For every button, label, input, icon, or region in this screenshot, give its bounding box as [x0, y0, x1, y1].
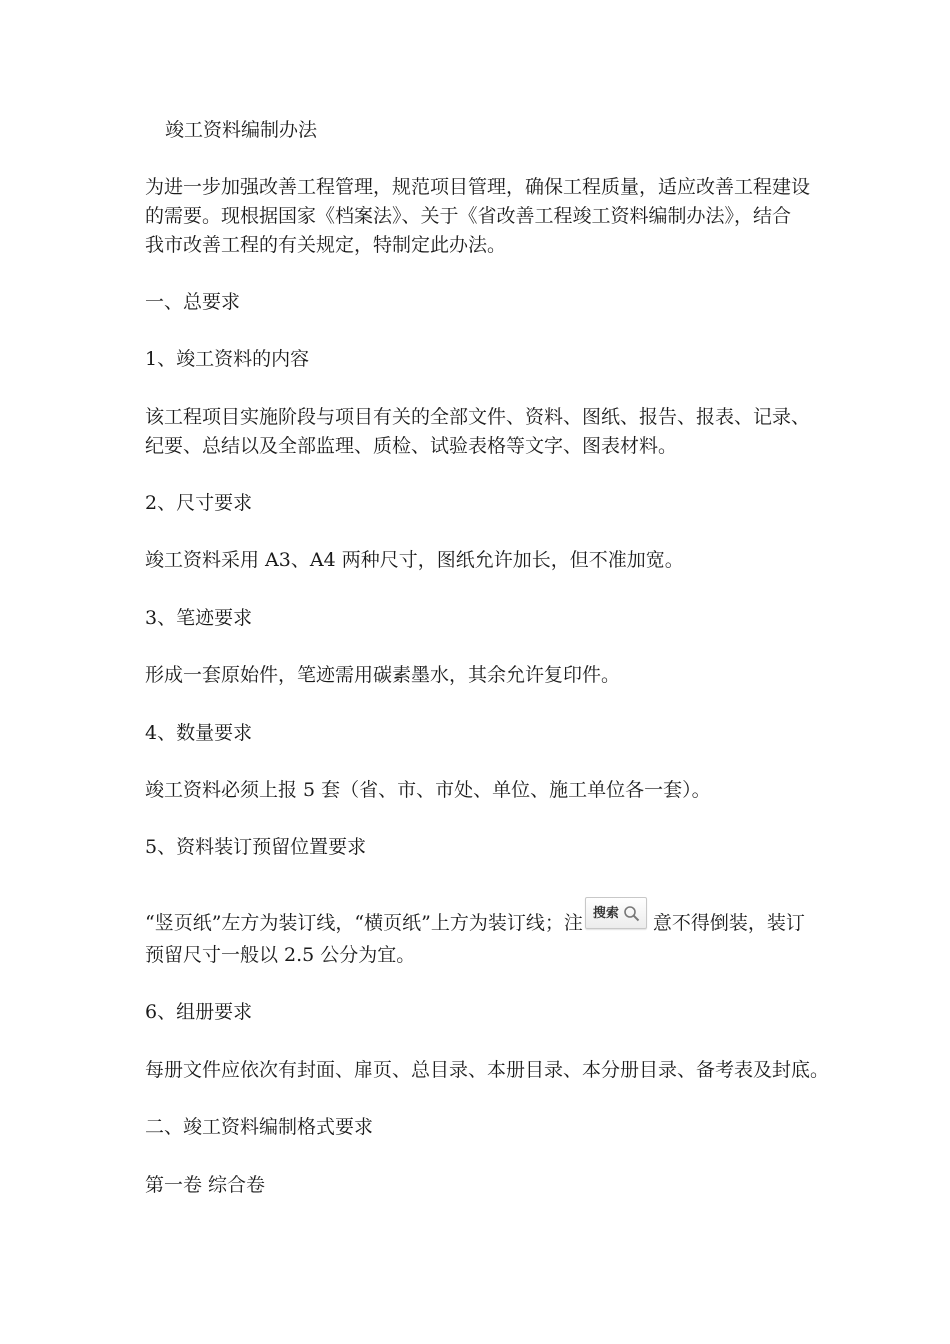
- item5-body-line-1: [145, 905, 805, 940]
- item5-body-text-end: 意不得倒装，装订: [652, 912, 805, 934]
- item5-body-line-2: 预留尺寸一般以 2.5 公分为宜。: [145, 944, 416, 966]
- item2-body: 竣工资料采用 A3、A4 两种尺寸，图纸允许加长，但不准加宽。: [145, 549, 684, 571]
- magnifier-icon: [623, 905, 640, 922]
- section2-heading: 二、竣工资料编制格式要求: [145, 1116, 374, 1138]
- section1-heading: 一、总要求: [145, 291, 241, 313]
- item1-body-line-2: 纪要、总结以及全部监理、质检、试验表格等文字、图表材料。: [145, 435, 678, 457]
- search-button[interactable]: [585, 897, 647, 929]
- volume1-heading: 第一卷 综合卷: [145, 1174, 266, 1196]
- intro-line-1: 为进一步加强改善工程管理，规范项目管理，确保工程质量，适应改善工程建设: [145, 176, 811, 198]
- document-title: 竣工资料编制办法: [165, 119, 318, 141]
- intro-line-3: 我市改善工程的有关规定，特制定此办法。: [145, 234, 507, 256]
- intro-line-2: 的需要。现根据国家《档案法》、关于《省改善工程竣工资料编制办法》，结合: [145, 205, 792, 227]
- item1-heading: 1、竣工资料的内容: [145, 348, 310, 370]
- item5-heading: 5、资料装订预留位置要求: [145, 836, 367, 858]
- item2-heading: 2、尺寸要求: [145, 492, 253, 514]
- item4-heading: 4、数量要求: [145, 722, 253, 744]
- search-button-label: 搜索: [592, 905, 619, 921]
- item5-body-text-start: “竖页纸”左方为装订线，“横页纸”上方为装订线；注: [145, 912, 583, 934]
- item6-body: 每册文件应依次有封面、扉页、总目录、本册目录、本分册目录、备考表及封底。: [145, 1059, 830, 1081]
- item4-body: 竣工资料必须上报 5 套（省、市、市处、单位、施工单位各一套）。: [145, 779, 711, 801]
- item3-body: 形成一套原始件，笔迹需用碳素墨水，其余允许复印件。: [145, 664, 621, 686]
- item6-heading: 6、组册要求: [145, 1001, 253, 1023]
- item3-heading: 3、笔迹要求: [145, 607, 253, 629]
- item1-body-line-1: 该工程项目实施阶段与项目有关的全部文件、资料、图纸、报告、报表、记录、: [145, 406, 811, 428]
